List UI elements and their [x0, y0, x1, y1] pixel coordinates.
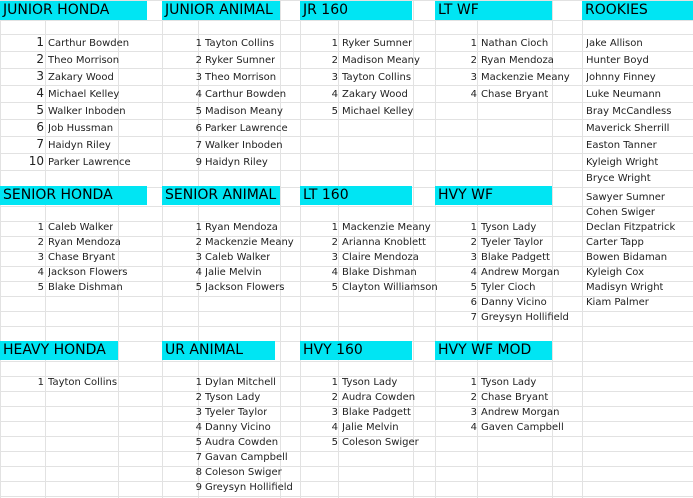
rider-name-cell[interactable]: Zakary Wood: [342, 89, 408, 100]
placing-number[interactable]: 8: [195, 467, 202, 478]
placing-number[interactable]: 2: [37, 237, 44, 248]
section-header-senior-animal[interactable]: SENIOR ANIMAL: [162, 186, 280, 205]
placing-number[interactable]: 4: [331, 89, 338, 100]
rider-name-cell[interactable]: Mackenzie Meany: [481, 72, 570, 83]
rider-name-cell[interactable]: Ryan Mendoza: [481, 55, 554, 66]
gridline: [45, 0, 46, 498]
section-header-lt-160[interactable]: LT 160: [300, 186, 412, 205]
rider-name-cell[interactable]: Job Hussman: [48, 123, 114, 134]
placing-number[interactable]: 2: [195, 392, 202, 403]
placing-number[interactable]: 6: [195, 123, 202, 134]
rider-name-cell[interactable]: Theo Morrison: [205, 72, 277, 83]
placing-number[interactable]: 4: [37, 267, 44, 278]
rider-name-cell[interactable]: Tyson Lady: [481, 377, 537, 388]
rider-name-cell[interactable]: Gaven Campbell: [481, 422, 564, 433]
rider-name-cell[interactable]: Declan Fitzpatrick: [586, 222, 676, 233]
gridline: [413, 0, 414, 498]
rider-name-cell[interactable]: Jackson Flowers: [48, 267, 128, 278]
placing-number[interactable]: 5: [195, 106, 202, 117]
gridline: [0, 85, 693, 86]
rider-name-cell[interactable]: Greysyn Hollifield: [205, 482, 293, 493]
placing-number[interactable]: 3: [36, 69, 44, 83]
rider-name-cell[interactable]: Michael Kelley: [342, 106, 414, 117]
rider-name-cell[interactable]: Theo Morrison: [48, 55, 120, 66]
placing-number[interactable]: 9: [195, 482, 202, 493]
rider-name-cell[interactable]: Jalie Melvin: [342, 422, 399, 433]
placing-number[interactable]: 3: [195, 72, 202, 83]
rider-name-cell[interactable]: Caleb Walker: [205, 252, 271, 263]
rider-name-cell[interactable]: Dylan Mitchell: [205, 377, 276, 388]
rider-name-cell[interactable]: Kyleigh Wright: [586, 157, 659, 168]
placing-number[interactable]: 7: [195, 452, 202, 463]
rider-name-cell[interactable]: Sawyer Sumner: [586, 192, 666, 203]
section-header-hvy-160[interactable]: HVY 160: [300, 341, 412, 360]
rider-name-cell[interactable]: Bryce Wright: [586, 173, 651, 184]
placing-number[interactable]: 3: [331, 72, 338, 83]
gridline: [0, 51, 693, 52]
rider-name-cell[interactable]: Tayton Collins: [205, 38, 275, 49]
section-header-rookies[interactable]: ROOKIES: [582, 1, 693, 20]
rider-name-cell[interactable]: Kiam Palmer: [586, 297, 649, 308]
placing-number[interactable]: 4: [331, 267, 338, 278]
gridline: [582, 0, 583, 498]
placing-number[interactable]: 4: [470, 89, 477, 100]
placing-number[interactable]: 5: [470, 282, 477, 293]
section-header-lt-wf[interactable]: LT WF: [435, 1, 552, 20]
placing-number[interactable]: 7: [195, 140, 202, 151]
rider-name-cell[interactable]: Madisyn Wright: [586, 282, 664, 293]
placing-number[interactable]: 1: [470, 222, 477, 233]
placing-number[interactable]: 7: [470, 312, 477, 323]
placing-number[interactable]: 5: [195, 437, 202, 448]
rider-name-cell[interactable]: Madison Meany: [205, 106, 283, 117]
section-header-ur-animal[interactable]: UR ANIMAL: [162, 341, 275, 360]
rider-name-cell[interactable]: Jalie Melvin: [205, 267, 262, 278]
section-header-hvy-wf-mod[interactable]: HVY WF MOD: [435, 341, 552, 360]
placing-number[interactable]: 2: [470, 392, 477, 403]
rider-name-cell[interactable]: Blake Padgett: [481, 252, 550, 263]
placing-number[interactable]: 4: [195, 267, 202, 278]
section-header-hvy-wf[interactable]: HVY WF: [435, 186, 552, 205]
rider-name-cell[interactable]: Blake Padgett: [342, 407, 411, 418]
rider-name-cell[interactable]: Bowen Bidaman: [586, 252, 668, 263]
placing-number[interactable]: 3: [331, 407, 338, 418]
section-header-heavy-honda[interactable]: HEAVY HONDA: [0, 341, 118, 360]
placing-number[interactable]: 1: [470, 377, 477, 388]
gridline: [0, 68, 693, 69]
placing-number[interactable]: 5: [195, 282, 202, 293]
gridline: [280, 0, 281, 498]
rider-name-cell[interactable]: Danny Vicino: [481, 297, 547, 308]
rider-name-cell[interactable]: Andrew Morgan: [481, 267, 560, 278]
placing-number[interactable]: 3: [37, 252, 44, 263]
placing-number[interactable]: 5: [36, 103, 44, 117]
rider-name-cell[interactable]: Carthur Bowden: [48, 38, 130, 49]
rider-name-cell[interactable]: Parker Lawrence: [48, 157, 131, 168]
rider-name-cell[interactable]: Coleson Swiger: [205, 467, 282, 478]
rider-name-cell[interactable]: Carthur Bowden: [205, 89, 287, 100]
rider-name-cell[interactable]: Tyeler Taylor: [481, 237, 544, 248]
placing-number[interactable]: 2: [470, 237, 477, 248]
rider-name-cell[interactable]: Kyleigh Cox: [586, 267, 645, 278]
rider-name-cell[interactable]: Tyson Lady: [342, 377, 398, 388]
rider-name-cell[interactable]: Gavan Campbell: [205, 452, 288, 463]
rider-name-cell[interactable]: Cohen Swiger: [586, 207, 656, 218]
placing-number[interactable]: 1: [331, 377, 338, 388]
rider-name-cell[interactable]: Claire Mendoza: [342, 252, 419, 263]
placing-number[interactable]: 6: [36, 120, 44, 134]
placing-number[interactable]: 2: [195, 237, 202, 248]
rider-name-cell[interactable]: Ryan Mendoza: [205, 222, 278, 233]
placing-number[interactable]: 3: [470, 407, 477, 418]
rider-name-cell[interactable]: Greysyn Hollifield: [481, 312, 569, 323]
placing-number[interactable]: 5: [37, 282, 44, 293]
placing-number[interactable]: 1: [195, 38, 202, 49]
rider-name-cell[interactable]: Parker Lawrence: [205, 123, 288, 134]
placing-number[interactable]: 4: [470, 267, 477, 278]
gridline: [0, 119, 693, 120]
rider-name-cell[interactable]: Tayton Collins: [342, 72, 412, 83]
gridline: [0, 170, 693, 171]
rider-name-cell[interactable]: Chase Bryant: [48, 252, 116, 263]
rider-name-cell[interactable]: Hunter Boyd: [586, 55, 649, 66]
placing-number[interactable]: 4: [470, 422, 477, 433]
rider-name-cell[interactable]: Zakary Wood: [48, 72, 114, 83]
placing-number[interactable]: 9: [195, 157, 202, 168]
rider-name-cell[interactable]: Blake Dishman: [48, 282, 123, 293]
placing-number[interactable]: 3: [470, 252, 477, 263]
rider-name-cell[interactable]: Arianna Knoblett: [342, 237, 426, 248]
gridline: [0, 496, 693, 497]
rider-name-cell[interactable]: Bray McCandless: [586, 106, 672, 117]
placing-number[interactable]: 1: [37, 222, 44, 233]
gridline: [0, 34, 693, 35]
gridline: [0, 361, 693, 362]
placing-number[interactable]: 2: [470, 55, 477, 66]
rider-name-cell[interactable]: Jake Allison: [586, 38, 643, 49]
placing-number[interactable]: 2: [195, 55, 202, 66]
rider-name-cell[interactable]: Madison Meany: [342, 55, 420, 66]
gridline: [0, 451, 693, 452]
rider-name-cell[interactable]: Ryker Sumner: [342, 38, 413, 49]
rider-name-cell[interactable]: Tyeler Taylor: [205, 407, 268, 418]
gridline: [0, 311, 693, 312]
section-header-junior-animal[interactable]: JUNIOR ANIMAL: [162, 1, 280, 20]
placing-number[interactable]: 1: [470, 38, 477, 49]
placing-number[interactable]: 7: [36, 137, 44, 151]
rider-name-cell[interactable]: Coleson Swiger: [342, 437, 419, 448]
placing-number[interactable]: 4: [331, 422, 338, 433]
placing-number[interactable]: 3: [331, 252, 338, 263]
rider-name-cell[interactable]: Caleb Walker: [48, 222, 114, 233]
placing-number[interactable]: 4: [195, 422, 202, 433]
gridline: [118, 0, 119, 498]
gridline: [0, 102, 693, 103]
section-header-senior-honda[interactable]: SENIOR HONDA: [0, 186, 147, 205]
rider-name-cell[interactable]: Michael Kelley: [48, 89, 120, 100]
rider-name-cell[interactable]: Mackenzie Meany: [342, 222, 431, 233]
placing-number[interactable]: 1: [195, 377, 202, 388]
rider-name-cell[interactable]: Johnny Finney: [586, 72, 656, 83]
gridline: [0, 326, 693, 327]
placing-number[interactable]: 1: [331, 222, 338, 233]
placing-number[interactable]: 2: [331, 392, 338, 403]
placing-number[interactable]: 3: [470, 72, 477, 83]
rider-name-cell[interactable]: Audra Cowden: [205, 437, 279, 448]
rider-name-cell[interactable]: Audra Cowden: [342, 392, 416, 403]
placing-number[interactable]: 2: [36, 52, 44, 66]
rider-name-cell[interactable]: Tayton Collins: [48, 377, 118, 388]
rider-name-cell[interactable]: Nathan Cioch: [481, 38, 549, 49]
rider-name-cell[interactable]: Mackenzie Meany: [205, 237, 294, 248]
gridline: [338, 0, 339, 498]
rider-name-cell[interactable]: Ryan Mendoza: [48, 237, 121, 248]
placing-number[interactable]: 1: [195, 222, 202, 233]
rider-name-cell[interactable]: Tyson Lady: [205, 392, 261, 403]
placing-number[interactable]: 10: [28, 154, 44, 168]
placing-number[interactable]: 1: [36, 35, 44, 49]
rider-name-cell[interactable]: Chase Bryant: [481, 89, 549, 100]
placing-number[interactable]: 3: [195, 252, 202, 263]
rider-name-cell[interactable]: Carter Tapp: [586, 237, 644, 248]
placing-number[interactable]: 2: [331, 55, 338, 66]
rider-name-cell[interactable]: Walker Inboden: [48, 106, 126, 117]
placing-number[interactable]: 1: [331, 38, 338, 49]
rider-name-cell[interactable]: Easton Tanner: [586, 140, 657, 151]
placing-number[interactable]: 5: [331, 437, 338, 448]
placing-number[interactable]: 1: [37, 377, 44, 388]
rider-name-cell[interactable]: Ryker Sumner: [205, 55, 276, 66]
gridline: [0, 136, 693, 137]
placing-number[interactable]: 2: [331, 237, 338, 248]
rider-name-cell[interactable]: Clayton Williamson: [342, 282, 438, 293]
placing-number[interactable]: 3: [195, 407, 202, 418]
section-header-junior-honda[interactable]: JUNIOR HONDA: [0, 1, 147, 20]
placing-number[interactable]: 4: [36, 86, 44, 100]
gridline: [435, 0, 436, 498]
section-header-jr-160[interactable]: JR 160: [300, 1, 412, 20]
placing-number[interactable]: 6: [470, 297, 477, 308]
placing-number[interactable]: 4: [195, 89, 202, 100]
rider-name-cell[interactable]: Luke Neumann: [586, 89, 662, 100]
rider-name-cell[interactable]: Walker Inboden: [205, 140, 283, 151]
rider-name-cell[interactable]: Tyson Lady: [481, 222, 537, 233]
rider-name-cell[interactable]: Chase Bryant: [481, 392, 549, 403]
rider-name-cell[interactable]: Maverick Sherrill: [586, 123, 670, 134]
gridline: [0, 20, 693, 21]
rider-name-cell[interactable]: Blake Dishman: [342, 267, 417, 278]
placing-number[interactable]: 5: [331, 106, 338, 117]
rider-name-cell[interactable]: Danny Vicino: [205, 422, 271, 433]
rider-name-cell[interactable]: Tyler Cioch: [481, 282, 536, 293]
gridline: [0, 153, 693, 154]
gridline: [0, 0, 1, 498]
placing-number[interactable]: 5: [331, 282, 338, 293]
gridline: [477, 0, 478, 498]
gridline: [0, 466, 693, 467]
rider-name-cell[interactable]: Andrew Morgan: [481, 407, 560, 418]
rider-name-cell[interactable]: Jackson Flowers: [205, 282, 285, 293]
rider-name-cell[interactable]: Haidyn Riley: [48, 140, 111, 151]
gridline: [0, 481, 693, 482]
rider-name-cell[interactable]: Haidyn Riley: [205, 157, 268, 168]
